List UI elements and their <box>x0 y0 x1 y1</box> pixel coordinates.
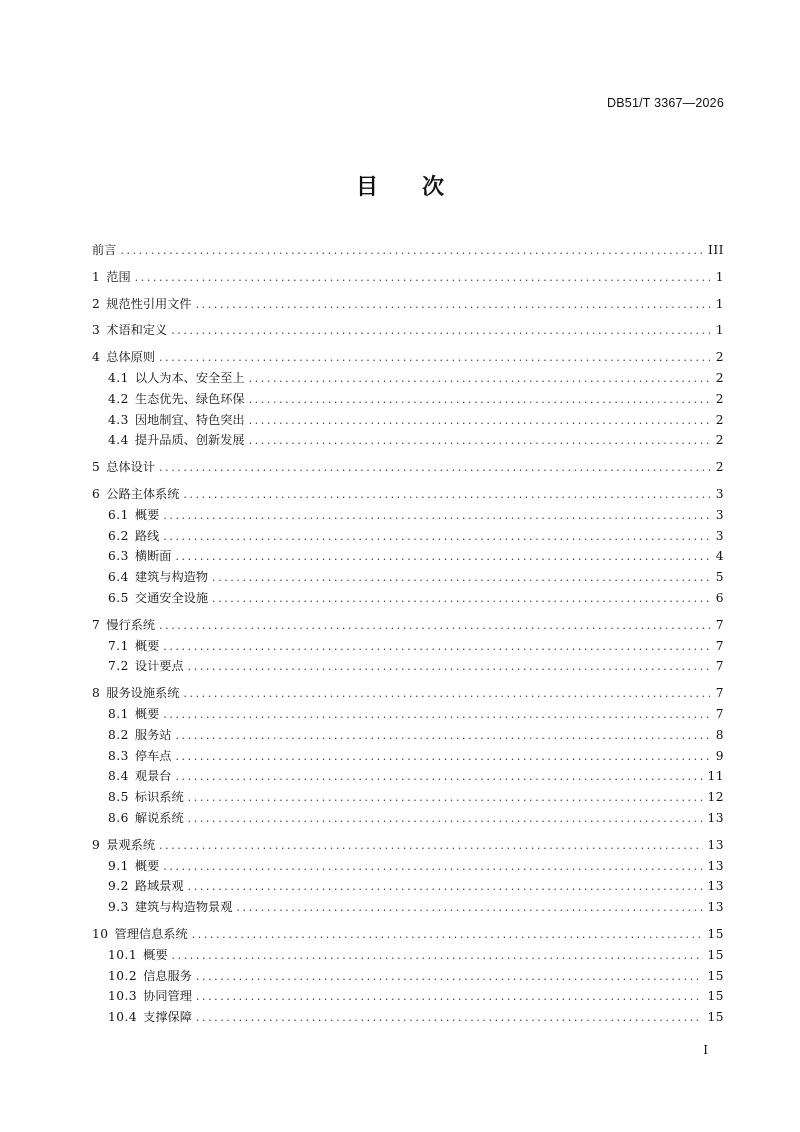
toc-leader-dots <box>249 431 710 452</box>
toc-entry-page: 7 <box>715 617 724 632</box>
toc-entry-page: 13 <box>707 900 724 915</box>
toc-entry-number: 10 <box>92 926 109 941</box>
toc-leader-dots <box>212 589 710 610</box>
toc-entry-number: 4.1 <box>108 370 129 385</box>
toc-leader-dots <box>196 967 704 988</box>
toc-leader-dots <box>159 616 710 637</box>
toc-entry-page: 3 <box>715 486 724 501</box>
toc-leader-dots <box>192 925 704 946</box>
toc-leader-dots <box>183 684 710 705</box>
toc-entry-number: 10.2 <box>108 968 138 983</box>
toc-entry[interactable] <box>92 876 724 897</box>
toc-entry-title: 服务站 <box>134 727 172 742</box>
toc-entry-page: 2 <box>715 370 724 385</box>
toc-entry-title: 范围 <box>106 269 131 284</box>
toc-entry-title: 路域景观 <box>134 879 184 894</box>
toc-entry[interactable] <box>92 457 724 478</box>
toc-entry[interactable] <box>92 240 724 261</box>
toc-entry-title: 标识系统 <box>134 790 184 805</box>
toc-entry-page: 8 <box>715 727 724 742</box>
toc-entry-title: 设计要点 <box>134 659 184 674</box>
toc-leader-dots <box>163 857 703 878</box>
toc-entry[interactable] <box>92 656 724 677</box>
toc-entry-number: 7 <box>92 617 101 632</box>
toc-leader-dots <box>196 1008 704 1029</box>
toc-entry[interactable] <box>92 835 724 856</box>
toc-entry[interactable] <box>92 897 724 918</box>
toc-leader-dots <box>159 836 703 857</box>
toc-entry[interactable] <box>92 856 724 877</box>
toc-entry-number: 4 <box>92 350 101 365</box>
toc-entry-page: 15 <box>707 968 724 983</box>
toc-entry-page: 5 <box>715 570 724 585</box>
toc-entry-title: 协同管理 <box>143 989 192 1004</box>
toc-entry-title: 景观系统 <box>106 837 156 852</box>
toc-entry[interactable] <box>92 546 724 567</box>
toc-entry-title: 术语和定义 <box>106 323 168 338</box>
toc-entry[interactable] <box>92 683 724 704</box>
toc-entry[interactable] <box>92 615 724 636</box>
toc-leader-dots <box>163 705 710 726</box>
toc-entry-page: 15 <box>707 1010 724 1025</box>
toc-entry-number: 7.1 <box>108 638 129 653</box>
toc-entry-number: 8.5 <box>108 790 129 805</box>
toc-entry[interactable] <box>92 746 724 767</box>
toc-leader-dots <box>249 390 710 411</box>
toc-entry[interactable] <box>92 725 724 746</box>
toc-entry-page: 2 <box>715 391 724 406</box>
toc-entry-number: 4.3 <box>108 412 129 427</box>
toc-leader-dots <box>196 295 710 316</box>
toc-leader-dots <box>249 411 710 432</box>
toc-entry[interactable] <box>92 484 724 505</box>
toc-entry-page: 7 <box>715 706 724 721</box>
toc-entry-page: 7 <box>715 686 724 701</box>
toc-entry-title: 提升品质、创新发展 <box>134 433 245 448</box>
toc-entry-page: 2 <box>715 433 724 448</box>
toc-entry[interactable] <box>92 505 724 526</box>
toc-leader-dots <box>175 726 710 747</box>
toc-leader-dots <box>196 987 704 1008</box>
toc-entry-title: 解说系统 <box>134 810 184 825</box>
toc-leader-dots <box>163 506 710 527</box>
toc-entry-page: 1 <box>715 269 724 284</box>
toc-entry-title: 公路主体系统 <box>106 486 180 501</box>
toc-leader-dots <box>120 241 704 262</box>
toc-entry[interactable] <box>92 389 724 410</box>
toc-leader-dots <box>159 348 710 369</box>
toc-entry-title: 因地制宜、特色突出 <box>134 412 245 427</box>
toc-leader-dots <box>163 637 710 658</box>
toc-leader-dots <box>175 747 710 768</box>
toc-entry-number: 9.3 <box>108 900 129 915</box>
toc-entry[interactable] <box>92 787 724 808</box>
toc-entry-title: 建筑与构造物景观 <box>134 900 233 915</box>
toc-entry-title: 横断面 <box>134 549 172 564</box>
toc-entry-number: 8.4 <box>108 769 129 784</box>
toc-entry-page: 15 <box>707 989 724 1004</box>
toc-entry-page: 7 <box>715 659 724 674</box>
toc-entry-page: 3 <box>715 528 724 543</box>
toc-entry-title: 服务设施系统 <box>106 686 180 701</box>
toc-entry-page: 2 <box>715 412 724 427</box>
toc-entry[interactable] <box>92 588 724 609</box>
toc-leader-dots <box>188 788 704 809</box>
toc-leader-dots <box>172 946 704 967</box>
toc-entry-title: 概要 <box>134 638 160 653</box>
toc-entry-page: 7 <box>715 638 724 653</box>
toc-leader-dots <box>175 547 710 568</box>
toc-entry-page: 3 <box>715 507 724 522</box>
toc-entry[interactable] <box>92 526 724 547</box>
toc-entry-title: 总体原则 <box>106 350 156 365</box>
toc-entry[interactable] <box>92 347 724 368</box>
toc-entry-number: 6.5 <box>108 590 129 605</box>
toc-entry[interactable] <box>92 410 724 431</box>
toc-entry-title: 概要 <box>134 706 160 721</box>
toc-entry-page: 2 <box>715 460 724 475</box>
toc-leader-dots <box>135 268 710 289</box>
toc-leader-dots <box>183 485 710 506</box>
page-number: I <box>703 1043 708 1057</box>
toc-entry-page: 15 <box>707 926 724 941</box>
toc-entry-title: 管理信息系统 <box>114 926 188 941</box>
toc-entry-title: 建筑与构造物 <box>134 570 209 585</box>
toc-leader-dots <box>175 767 703 788</box>
toc-entry-number: 10.1 <box>108 947 138 962</box>
toc-entry[interactable] <box>92 808 724 829</box>
toc-entry-number: 8.1 <box>108 706 129 721</box>
toc-entry-number: 9.1 <box>108 858 129 873</box>
toc-leader-dots <box>188 809 704 830</box>
toc-entry-page: 13 <box>707 810 724 825</box>
toc-leader-dots <box>188 877 704 898</box>
toc-entry-page: 6 <box>715 590 724 605</box>
toc-entry-number: 4.4 <box>108 433 129 448</box>
toc-leader-dots <box>236 898 703 919</box>
toc-entry-title: 以人为本、安全至上 <box>134 370 245 385</box>
toc-entry[interactable] <box>92 368 724 389</box>
toc-entry-page: 15 <box>707 947 724 962</box>
toc-entry-title: 总体设计 <box>106 460 156 475</box>
toc-entry-number: 5 <box>92 460 101 475</box>
toc-entry-page: 1 <box>715 296 724 311</box>
toc-entry[interactable] <box>92 1007 724 1028</box>
toc-entry-number: 8 <box>92 686 101 701</box>
table-of-contents <box>92 240 724 1028</box>
toc-entry-number: 8.6 <box>108 810 129 825</box>
toc-entry-page: 13 <box>707 837 724 852</box>
toc-leader-dots <box>163 527 710 548</box>
toc-entry-title: 概要 <box>134 507 160 522</box>
toc-entry-title: 规范性引用文件 <box>106 296 192 311</box>
toc-entry-title: 信息服务 <box>143 968 192 983</box>
toc-entry[interactable] <box>92 924 724 945</box>
toc-entry-title: 路线 <box>134 528 160 543</box>
toc-entry-page: 12 <box>707 790 724 805</box>
toc-entry-number: 6.4 <box>108 570 129 585</box>
toc-entry-title: 前言 <box>92 243 117 257</box>
toc-entry-number: 3 <box>92 323 101 338</box>
toc-entry[interactable] <box>92 567 724 588</box>
toc-entry-title: 概要 <box>143 947 168 962</box>
toc-entry-page: 2 <box>715 350 724 365</box>
toc-entry-title: 概要 <box>134 858 160 873</box>
toc-entry-title: 观景台 <box>134 769 172 784</box>
toc-entry-title: 生态优先、绿色环保 <box>134 391 245 406</box>
toc-entry-title: 支撑保障 <box>143 1010 192 1025</box>
toc-entry-page: 13 <box>707 879 724 894</box>
toc-entry[interactable] <box>92 430 724 451</box>
toc-entry-title: 停车点 <box>134 748 172 763</box>
toc-entry-page: III <box>708 243 724 257</box>
toc-entry[interactable] <box>92 945 724 966</box>
toc-leader-dots <box>188 657 710 678</box>
toc-leader-dots <box>249 369 710 390</box>
toc-entry-page: 4 <box>715 549 724 564</box>
toc-entry-number: 6.3 <box>108 549 129 564</box>
toc-entry-number: 4.2 <box>108 391 129 406</box>
toc-entry-number: 8.3 <box>108 748 129 763</box>
toc-entry[interactable] <box>92 986 724 1007</box>
toc-entry-page: 13 <box>707 858 724 873</box>
toc-entry-title: 慢行系统 <box>106 617 156 632</box>
toc-entry[interactable] <box>92 766 724 787</box>
toc-entry-number: 6.1 <box>108 507 129 522</box>
toc-entry-number: 9 <box>92 837 101 852</box>
toc-leader-dots <box>171 321 710 342</box>
toc-entry-number: 10.4 <box>108 1010 138 1025</box>
toc-entry-page: 9 <box>715 748 724 763</box>
toc-entry[interactable] <box>92 267 724 288</box>
toc-entry-number: 9.2 <box>108 879 129 894</box>
toc-entry-number: 7.2 <box>108 659 129 674</box>
toc-entry-number: 10.3 <box>108 989 138 1004</box>
toc-entry[interactable] <box>92 966 724 987</box>
toc-entry[interactable] <box>92 636 724 657</box>
toc-entry-title: 交通安全设施 <box>134 590 209 605</box>
toc-entry-number: 6 <box>92 486 101 501</box>
toc-entry-page: 11 <box>707 769 724 784</box>
page-title <box>0 170 800 201</box>
toc-entry[interactable] <box>92 320 724 341</box>
toc-entry-number: 1 <box>92 269 101 284</box>
toc-leader-dots <box>212 568 710 589</box>
title-char-2: 次 <box>422 175 445 200</box>
toc-entry-number: 2 <box>92 296 101 311</box>
toc-entry[interactable] <box>92 294 724 315</box>
title-char-1: 目 <box>355 175 378 200</box>
standard-code: DB51/T 3367—2026 <box>607 96 724 110</box>
toc-entry-number: 6.2 <box>108 528 129 543</box>
toc-leader-dots <box>159 458 710 479</box>
toc-entry-number: 8.2 <box>108 727 129 742</box>
toc-entry[interactable] <box>92 704 724 725</box>
toc-entry-page: 1 <box>715 323 724 338</box>
